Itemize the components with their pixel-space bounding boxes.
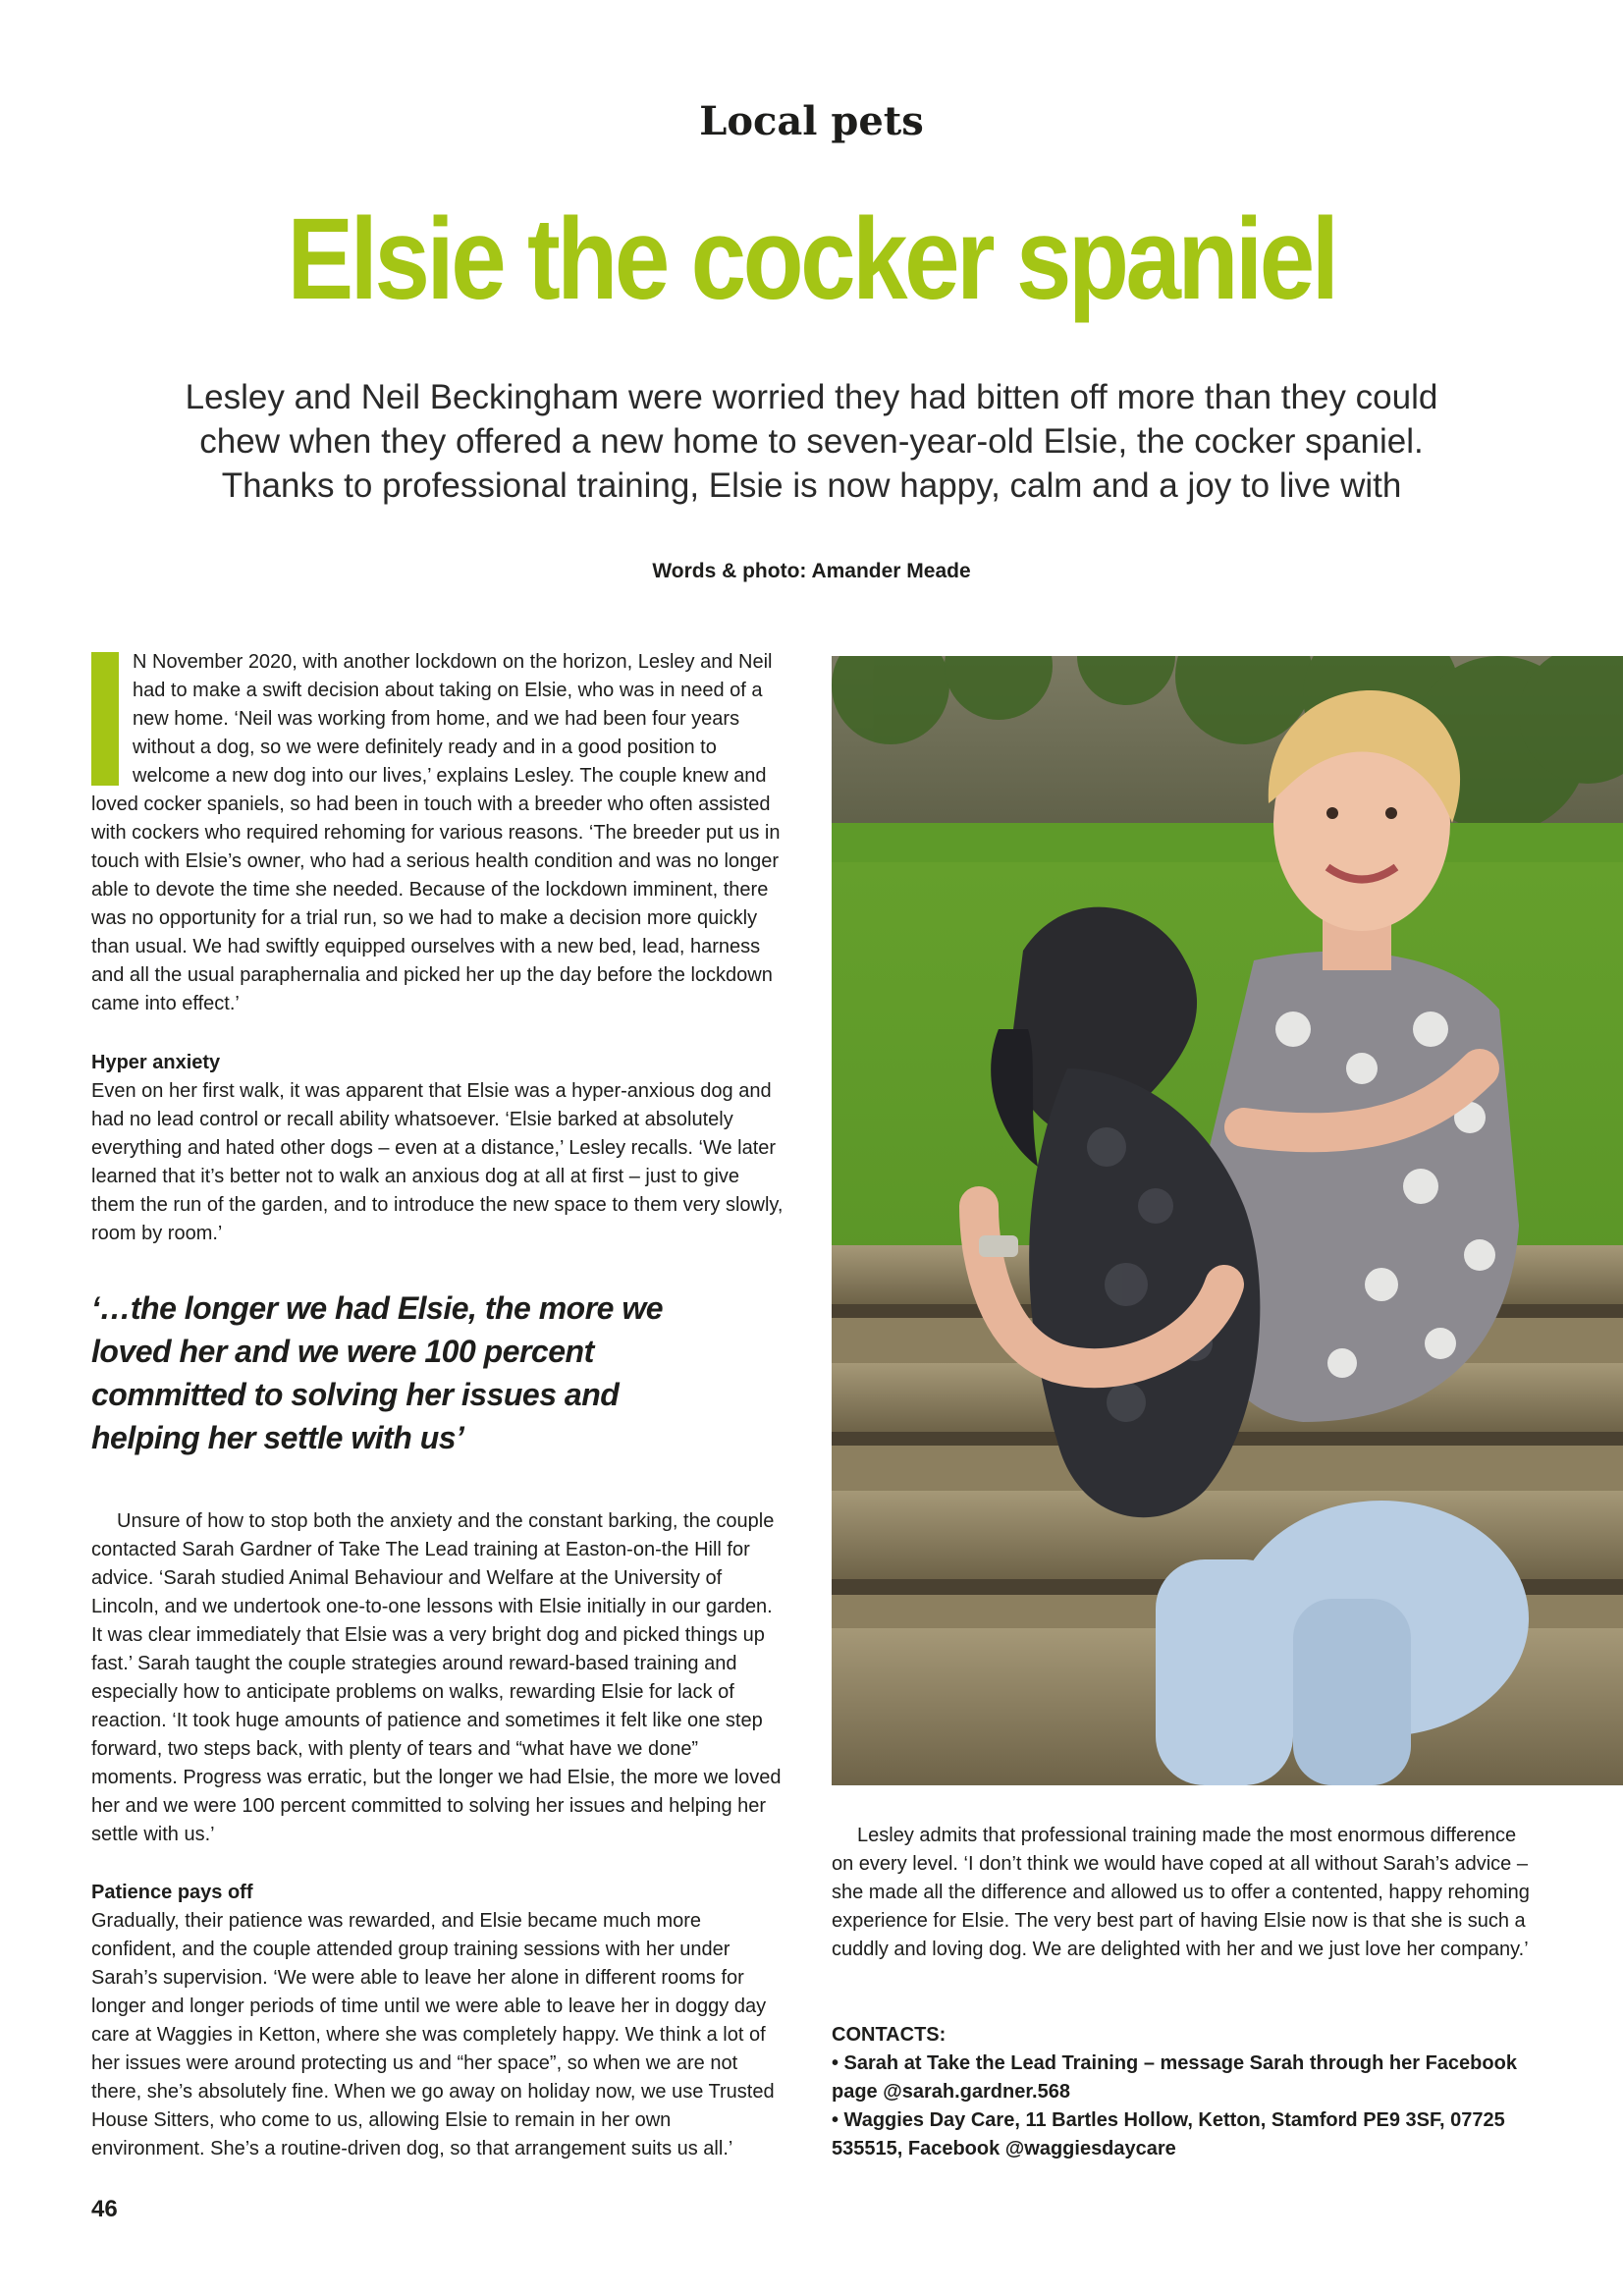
- article-photo: [832, 656, 1623, 1785]
- closing-block: [832, 1822, 1539, 1964]
- intro-block: [91, 648, 788, 1018]
- section-heading: Hyper anxiety: [91, 1052, 221, 1073]
- drop-cap-bar: [91, 652, 119, 786]
- section-training: [91, 1507, 788, 1849]
- byline: Words & photo: Amander Meade: [652, 560, 971, 582]
- section-paragraph: Even on her first walk, it was apparent that Elsie was a hyper-anxious dog and had no lead control or recall ability whatsoever. ‘Elsie barked at absolutely everything and hated other dogs – even at a distance,’ Lesley recalls. ‘We later learned that it’s better not to walk an anxious dog at all at first – just to give them the run of the garden, and to introduce the new space to them very slowly, room by room.’: [91, 1080, 784, 1244]
- contacts-heading: CONTACTS:: [832, 2024, 947, 2046]
- article-headline: Elsie the cocker spaniel: [287, 194, 1336, 324]
- section-label: Local pets: [699, 98, 924, 144]
- section-paragraph: Gradually, their patience was rewarded, and Elsie became much more confident, and the couple attended group training sessions with her under Sarah’s supervision. ‘We were able to leave her alone in different rooms for longer and longer periods of time until we were able to leave her in doggy day care at Waggies in Ketton, where she was completely happy. We think a lot of her issues were around protecting us and “her space”, so when we are not there, she’s absolutely fine. When we go away on holiday now, we use Trusted House Sitters, who come to us, allowing Elsie to remain in her own environment. She’s a routine-driven dog, so that arrangement suits us all.’: [91, 1910, 775, 2159]
- pull-quote: ‘…the longer we had Elsie, the more we loved her and we were 100 percent committed to solving her issues and helping her settle with us’: [91, 1290, 664, 1455]
- section-hyper-anxiety: [91, 1049, 788, 1248]
- contact-item: • Sarah at Take the Lead Training – message Sarah through her Facebook page @sarah.gardner.568: [832, 2052, 1517, 2103]
- standfirst: [157, 375, 1466, 508]
- closing-paragraph: Lesley admits that professional training made the most enormous difference on every level. ‘I don’t think we would have coped at all without Sarah’s advice – she made all the difference and allowed us to offer a contented, happy rehoming experience for Elsie. The very best part of having Elsie now is that she is such a cuddly and loving dog. We are delighted with her and we just love her company.’: [832, 1825, 1530, 1960]
- section-paragraph: Unsure of how to stop both the anxiety and the constant barking, the couple contacted Sarah Gardner of Take The Lead training at Easton-on-the Hill for advice. ‘Sarah studied Animal Behaviour and Welfare at the University of Lincoln, and we undertook one-to-one lessons with Elsie initially in our garden. It was clear immediately that Elsie was a very bright dog and picked things up fast.’ Sarah taught the couple strategies around reward-based training and especially how to anticipate problems on walks, rewarding Elsie for lack of reaction. ‘It took huge amounts of patience and sometimes it felt like one step forward, two steps back, with plenty of tears and “what have we done” moments. Progress was erratic, but the longer we had Elsie, the more we loved her and we were 100 percent committed to solving her issues and helping her settle with us.’: [91, 1510, 782, 1845]
- contact-item: • Waggies Day Care, 11 Bartles Hollow, Ketton, Stamford PE9 3SF, 07725 535515, Facebook @waggiesdaycare: [832, 2109, 1505, 2159]
- standfirst-line: Lesley and Neil Beckingham were worried they had bitten off more than they could: [185, 378, 1438, 416]
- intro-paragraph: N November 2020, with another lockdown on the horizon, Lesley and Neil had to make a swift decision about taking on Elsie, who was in need of a new home. ‘Neil was working from home, and we had been four years without a dog, so we were definitely ready and in a good position to welcome a new dog into our lives,’ explains Lesley. The couple knew and loved cocker spaniels, so had been in touch with a breeder who often assisted with cockers who required rehoming for various reasons. ‘The breeder put us in touch with Elsie’s owner, who had a serious health condition and was no longer able to devote the time she needed. Because of the lockdown imminent, there was no opportunity for a trial run, so we had to make a decision more quickly than usual. We had swiftly equipped ourselves with a new bed, lead, harness and all the usual paraphernalia and picked her up the day before the lockdown came into effect.’: [91, 651, 781, 1014]
- photo-illustration: [832, 656, 1623, 1785]
- section-patience: [91, 1879, 788, 2163]
- standfirst-line: chew when they offered a new home to seven-year-old Elsie, the cocker spaniel.: [199, 422, 1424, 461]
- page-number: 46: [91, 2196, 118, 2222]
- section-heading: Patience pays off: [91, 1882, 253, 1903]
- contacts-box: [832, 2021, 1539, 2163]
- standfirst-line: Thanks to professional training, Elsie is now happy, calm and a joy to live with: [221, 466, 1402, 505]
